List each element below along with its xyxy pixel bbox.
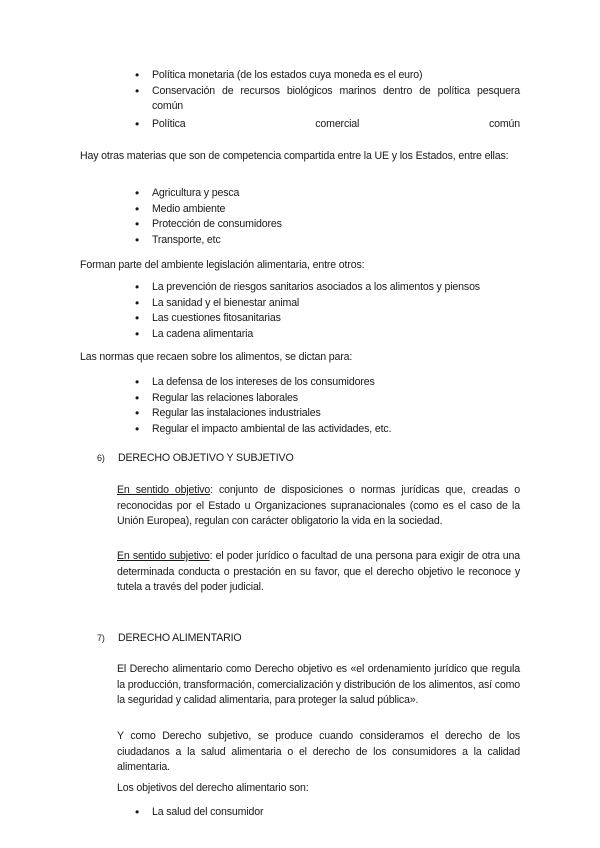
section-number: 6): [97, 453, 105, 463]
paragraph-sentido-subjetivo: [117, 549, 520, 596]
list-item: • Regular las instalaciones industriales: [135, 406, 520, 422]
paragraph-ambiente-legislacion: Forman parte del ambiente legislación alimentaria, entre otros:: [80, 259, 365, 271]
section-title: DERECHO OBJETIVO Y SUBJETIVO: [118, 452, 294, 464]
section-7-heading: [97, 631, 517, 646]
paragraph-derecho-objetivo: El Derecho alimentario como Derecho objetivo es «el ordenamiento jurídico que regula la producción, transformación, comercialización y distribución de los alimentos, así como la seguridad y calidad alimentaria, para proteger la salud pública».: [117, 663, 520, 706]
list-item: • Protección de consumidores: [135, 217, 520, 233]
list-normas-alimentos: [135, 375, 520, 437]
paragraph-derecho-subjetivo: Y como Derecho subjetivo, se produce cuando consideramos el derecho de los ciudadanos a la salud alimentaria o el derecho de los consumidores a la calidad alimentaria.: [117, 730, 520, 773]
list-item: • Conservación de recursos biológicos marinos dentro de política pesquera común: [135, 84, 520, 115]
list-ambiente-legislacion: [135, 280, 520, 342]
list-item: • La defensa de los intereses de los consumidores: [135, 375, 520, 391]
definition-text: : conjunto de disposiciones o normas jurídicas que, creadas o reconocidas por el Estado u Organizaciones supranacionales (como es el caso de la Unión Europea), regulan con carácter obligatorio la vida en la sociedad.: [117, 484, 520, 527]
list-item: • Transporte, etc: [135, 233, 520, 249]
paragraph-sentido-objetivo: [117, 483, 520, 530]
paragraph-competencia-compartida: Hay otras materias que son de competencia compartida entre la UE y los Estados, entre ellas:: [80, 150, 509, 162]
term-sentido-objetivo: En sentido objetivo: [117, 484, 211, 496]
list-item: • La salud del consumidor: [135, 805, 520, 821]
list-item: • Medio ambiente: [135, 202, 520, 218]
list-item: • Política comercial común: [135, 117, 520, 133]
list-item: • La cadena alimentaria: [135, 327, 520, 343]
list-competencia-compartida: [135, 186, 520, 248]
list-item: • Regular las relaciones laborales: [135, 391, 520, 407]
paragraph-objetivos: Los objetivos del derecho alimentario son:: [117, 782, 309, 794]
definition-text: : el poder jurídico o facultad de una persona para exigir de otra una determinada conducta o prestación en su favor, que el derecho objetivo le reconoce y tutela a través del poder judicial.: [117, 550, 520, 593]
term-sentido-subjetivo: En sentido subjetivo: [117, 550, 210, 562]
list-item: • Regular el impacto ambiental de las actividades, etc.: [135, 422, 520, 438]
list-item: • La sanidad y el bienestar animal: [135, 296, 520, 312]
list-competencias-exclusivas: [135, 68, 520, 132]
section-number: 7): [97, 633, 105, 643]
paragraph-normas-alimentos: Las normas que recaen sobre los alimentos, se dictan para:: [80, 351, 353, 363]
list-item: • La prevención de riesgos sanitarios asociados a los alimentos y piensos: [135, 280, 520, 296]
list-objetivos: [135, 805, 520, 821]
section-6-heading: [97, 451, 517, 466]
list-item: • Las cuestiones fitosanitarias: [135, 311, 520, 327]
list-item: • Agricultura y pesca: [135, 186, 520, 202]
list-item: • Política monetaria (de los estados cuya moneda es el euro): [135, 68, 520, 84]
section-title: DERECHO ALIMENTARIO: [118, 632, 242, 644]
